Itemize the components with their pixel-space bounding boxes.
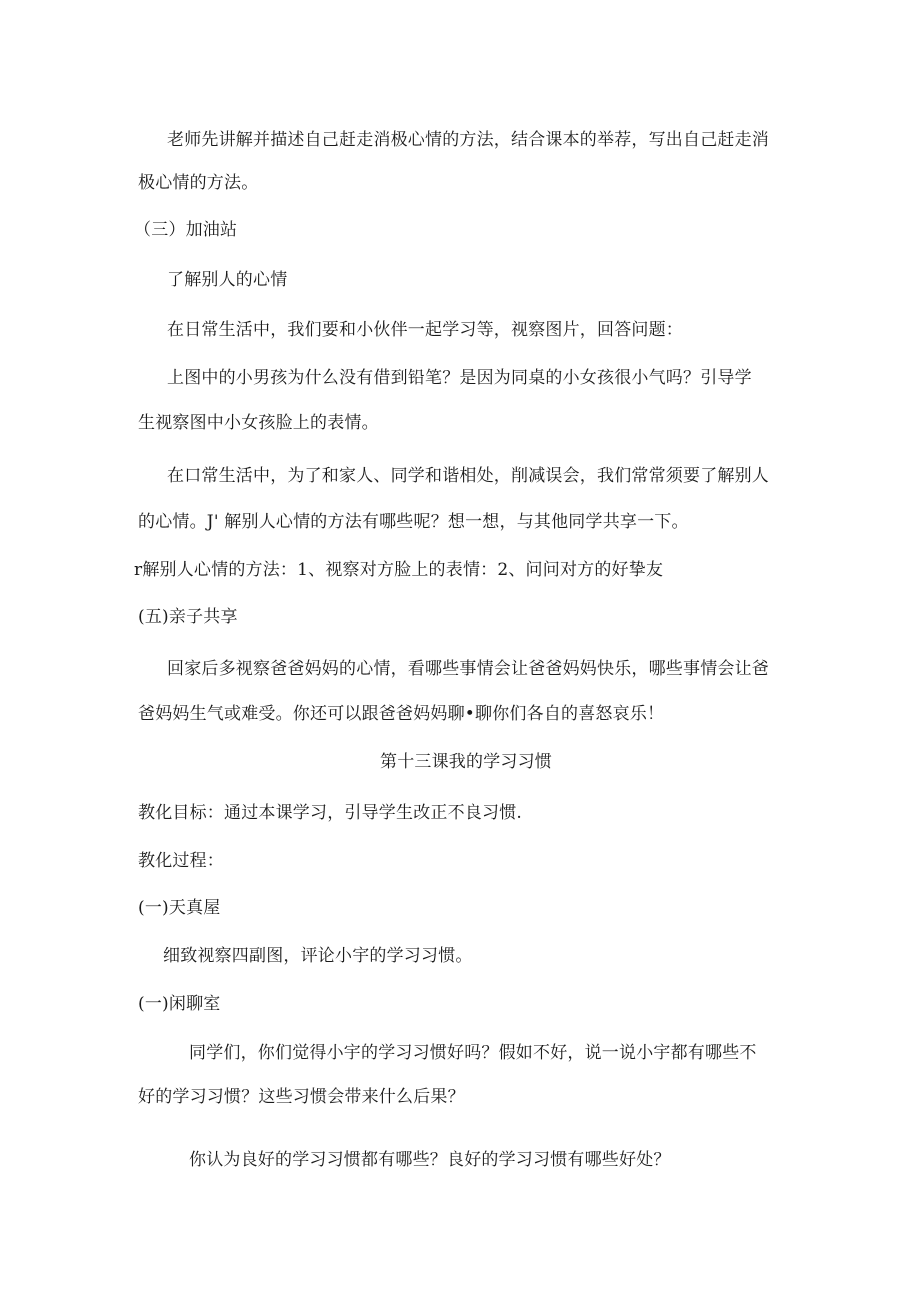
paragraph-line: 在日常生活中，我们要和小伙伴一起学习等，视察图片，回答问题： bbox=[167, 320, 683, 340]
section-heading: (一)闲聊室 bbox=[138, 994, 221, 1014]
paragraph-line: 回家后多视察爸爸妈妈的心情，看哪些事情会让爸爸妈妈快乐，哪些事情会让爸 bbox=[167, 659, 769, 679]
paragraph-line: 细致视察四副图，评论小宇的学习习惯。 bbox=[163, 946, 473, 966]
section-heading: (一)天真屋 bbox=[138, 898, 221, 918]
paragraph-line: 好的学习习惯？这些习惯会带来什么后果？ bbox=[138, 1087, 465, 1107]
paragraph-line: 极心情的方法。 bbox=[138, 173, 259, 193]
subheading: 了解别人的心情 bbox=[167, 270, 288, 290]
paragraph-line: 你认为良好的学习习惯都有哪些？良好的学习习惯有哪些好处？ bbox=[189, 1150, 671, 1170]
lesson-title: 第十三课我的学习习惯 bbox=[380, 752, 552, 772]
teaching-process: 教化过程： bbox=[138, 851, 224, 871]
paragraph-line: 在口常生活中，为了和家人、同学和谐相处，削减误会，我们常常须要了解别人 bbox=[167, 466, 769, 486]
paragraph-line: 同学们，你们觉得小宇的学习习惯好吗？假如不好，说一说小宇都有哪些不 bbox=[189, 1043, 757, 1063]
paragraph-line: 老师先讲解并描述自己赶走消极心情的方法，结合课本的举荐，写出自己赶走消 bbox=[167, 130, 769, 150]
section-heading: (五)亲子共享 bbox=[138, 607, 238, 627]
paragraph-line: 上图中的小男孩为什么没有借到铅笔？是因为同桌的小女孩很小气吗？引导学 bbox=[167, 368, 752, 388]
paragraph-line: 生视察图中小女孩脸上的表情。 bbox=[138, 413, 379, 433]
section-heading: （三）加油站 bbox=[134, 220, 238, 240]
paragraph-line: 的心情。J' 解别人心情的方法有哪些呢？想一想，与其他同学共享一下。 bbox=[138, 512, 689, 532]
paragraph-line: r解别人心情的方法：1、视察对方脸上的表情：2、问问对方的好挚友 bbox=[134, 560, 664, 580]
teaching-goal: 教化目标：通过本课学习，引导学生改正不良习惯. bbox=[138, 803, 523, 823]
paragraph-line: 爸妈妈生气或难受。你还可以跟爸爸妈妈聊•聊你们各自的喜怒哀乐！ bbox=[138, 704, 665, 724]
